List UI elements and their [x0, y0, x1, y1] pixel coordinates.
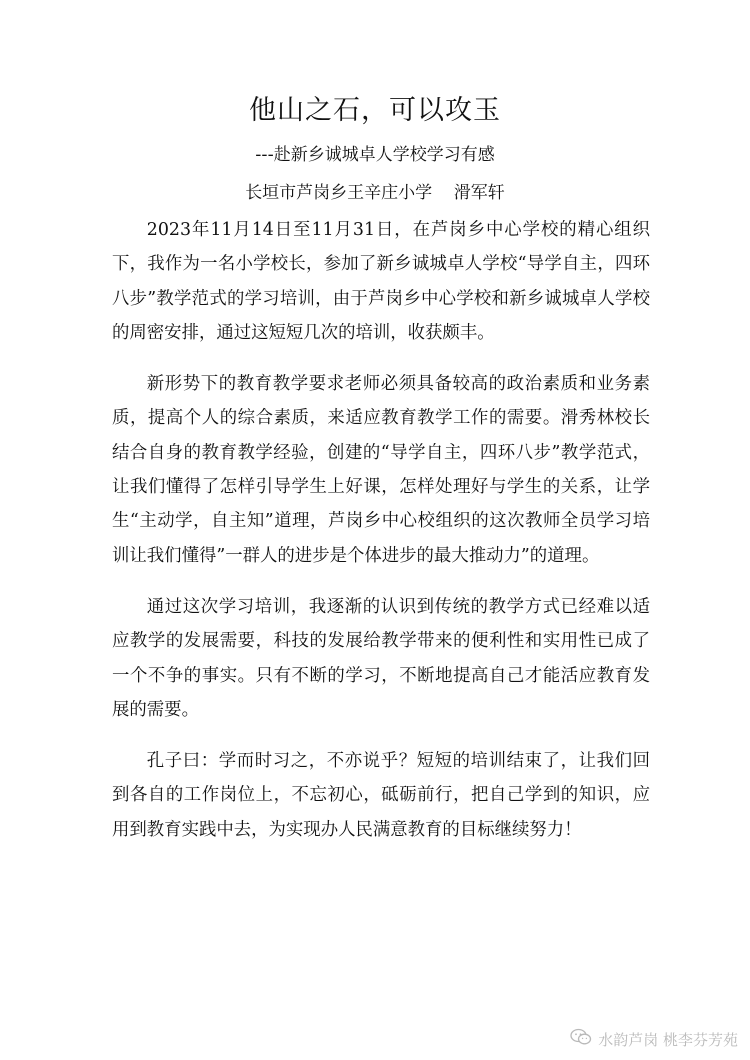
watermark: [570, 1028, 738, 1050]
paragraph-4: 孔子曰：学而时习之，不亦说乎？短短的培训结束了，让我们回到各自的工作岗位上，不忘初心，砥砺前行，把自己学到的知识，应用到教育实践中去，为实现办人民满意教育的目标继续努力！: [112, 751, 650, 840]
author-line: 长垣市芦岗乡王辛庄小学 滑军轩: [245, 183, 505, 203]
watermark-text: 水韵芦岗 桃李芬芳苑: [598, 1030, 738, 1049]
page-title: 他山之石，可以攻玉: [249, 95, 501, 126]
paragraph-2: 新形势下的教育教学要求老师必须具备较高的政治素质和业务素质，提高个人的综合素质，来适应教育教学工作的需要。滑秀林校长结合自身的教育教学经验，创建的“导学自主，四环八步”教学范式，让我们懂得了怎样引导学生上好课，怎样处理好与学生的关系，让学生“主动学，自主知”道理，芦岗乡中心校组织的这次教师全员学习培训让我们懂得”一群人的进步是个体进步的最大推动力”的道理。: [112, 374, 650, 566]
article-body: [112, 213, 650, 847]
paragraph-1: 2023年11月14日至11月31日，在芦岗乡中心学校的精心组织下，我作为一名小学校长，参加了新乡诚城卓人学校“导学自主，四环八步”教学范式的学习培训，由于芦岗乡中心学校和新乡诚城卓人学校的周密安排，通过这短短几次的培训，收获颇丰。: [112, 220, 650, 343]
page-subtitle: ---赴新乡诚城卓人学校学习有感: [255, 145, 495, 165]
paragraph-3: 通过这次学习培训，我逐渐的认识到传统的教学方式已经难以适应教学的发展需要，科技的发展给教学带来的便利性和实用性已成了一个不争的事实。只有不断的学习，不断地提高自己才能活应教育发展的需要。: [112, 596, 650, 720]
wechat-icon: [570, 1028, 592, 1050]
